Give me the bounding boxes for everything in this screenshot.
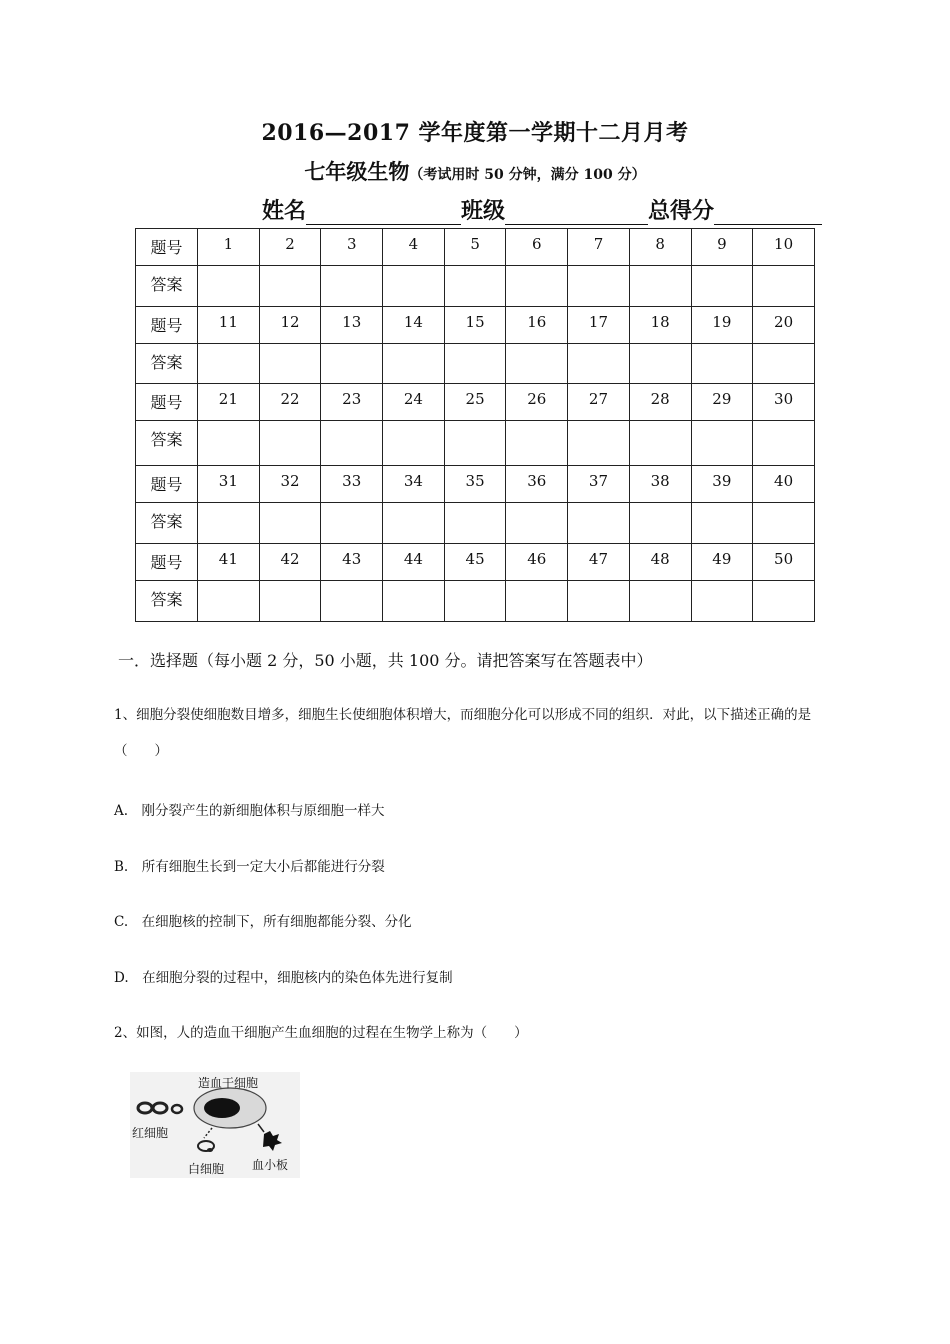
answer-cell[interactable]	[198, 581, 260, 622]
row-label-number: 题号	[136, 307, 198, 344]
answer-cell[interactable]	[259, 421, 321, 466]
row-label-number: 题号	[136, 466, 198, 503]
answer-cell[interactable]	[753, 344, 815, 384]
question-number-cell: 3	[321, 229, 383, 266]
name-label: 姓名	[262, 199, 307, 224]
answer-cell[interactable]	[383, 344, 445, 384]
question-number-cell: 19	[691, 307, 753, 344]
answer-cell[interactable]	[198, 503, 260, 544]
question-number-cell: 34	[383, 466, 445, 503]
question-number-row	[136, 384, 815, 421]
answer-cell[interactable]	[568, 421, 630, 466]
question-number-cell: 35	[444, 466, 506, 503]
answer-cell[interactable]	[321, 344, 383, 384]
answer-cell[interactable]	[383, 421, 445, 466]
white-cell-label: 白细胞	[188, 1162, 225, 1176]
question-number-cell: 29	[691, 384, 753, 421]
answer-cell[interactable]	[629, 581, 691, 622]
answer-cell[interactable]	[321, 266, 383, 307]
question-number-cell: 2	[259, 229, 321, 266]
answer-cell[interactable]	[321, 503, 383, 544]
question-number-cell: 44	[383, 544, 445, 581]
question-number-cell: 50	[753, 544, 815, 581]
answer-cell[interactable]	[629, 503, 691, 544]
question-number-row	[136, 544, 815, 581]
question-number-cell: 40	[753, 466, 815, 503]
answer-cell[interactable]	[259, 503, 321, 544]
question-number-cell: 24	[383, 384, 445, 421]
exam-info: （考试用时 50 分钟，满分 100 分）	[409, 167, 646, 183]
answer-cell[interactable]	[506, 503, 568, 544]
question-number-cell: 21	[198, 384, 260, 421]
red-cell-label: 红细胞	[132, 1126, 169, 1140]
student-info-line	[262, 194, 822, 225]
answer-cell[interactable]	[321, 421, 383, 466]
red-cell-shape	[153, 1103, 167, 1113]
question-number-cell: 28	[629, 384, 691, 421]
question-number-cell: 4	[383, 229, 445, 266]
answer-table-body	[136, 229, 815, 622]
question-number-row	[136, 466, 815, 503]
answer-cell[interactable]	[753, 503, 815, 544]
question-number-cell: 42	[259, 544, 321, 581]
question-number-cell: 13	[321, 307, 383, 344]
answer-cell[interactable]	[444, 421, 506, 466]
platelet-label: 血小板	[252, 1158, 289, 1172]
question-number-cell: 41	[198, 544, 260, 581]
question-number-cell: 38	[629, 466, 691, 503]
question-number-cell: 46	[506, 544, 568, 581]
question-number-cell: 7	[568, 229, 630, 266]
question-1-option-c: C. 在细胞核的控制下，所有细胞都能分裂、分化	[114, 914, 412, 930]
question-number-cell: 14	[383, 307, 445, 344]
question-number-cell: 23	[321, 384, 383, 421]
answer-cell[interactable]	[568, 266, 630, 307]
arrow-line	[258, 1124, 264, 1132]
answer-cell[interactable]	[444, 344, 506, 384]
question-1-stem: 1、细胞分裂使细胞数目增多，细胞生长使细胞体积增大，而细胞分化可以形成不同的组织．对此，以下描述正确的是（ ）	[114, 707, 812, 759]
answer-cell[interactable]	[506, 581, 568, 622]
answer-cell[interactable]	[629, 266, 691, 307]
answer-cell[interactable]	[259, 344, 321, 384]
question-number-cell: 18	[629, 307, 691, 344]
stem-cell-label: 造血干细胞	[198, 1076, 259, 1090]
question-number-cell: 17	[568, 307, 630, 344]
question-number-row	[136, 307, 815, 344]
row-label-number: 题号	[136, 544, 198, 581]
question-1-option-d: D. 在细胞分裂的过程中，细胞核内的染色体先进行复制	[114, 970, 453, 986]
answer-cell[interactable]	[506, 266, 568, 307]
answer-cell[interactable]	[753, 266, 815, 307]
answer-cell[interactable]	[198, 266, 260, 307]
row-label-answer: 答案	[136, 266, 198, 307]
row-label-answer: 答案	[136, 503, 198, 544]
answer-cell[interactable]	[629, 344, 691, 384]
question-number-cell: 31	[198, 466, 260, 503]
row-label-answer: 答案	[136, 344, 198, 384]
answer-cell[interactable]	[691, 421, 753, 466]
question-number-cell: 8	[629, 229, 691, 266]
answer-cell[interactable]	[198, 421, 260, 466]
question-number-cell: 15	[444, 307, 506, 344]
answer-cell[interactable]	[753, 581, 815, 622]
question-number-cell: 25	[444, 384, 506, 421]
answer-cell[interactable]	[444, 503, 506, 544]
score-label: 总得分	[648, 199, 715, 224]
red-cell-shape	[172, 1105, 182, 1113]
answer-cell[interactable]	[691, 266, 753, 307]
class-label: 班级	[461, 199, 506, 224]
question-number-cell: 47	[568, 544, 630, 581]
question-number-cell: 48	[629, 544, 691, 581]
question-number-cell: 49	[691, 544, 753, 581]
row-label-answer: 答案	[136, 421, 198, 466]
row-label-number: 题号	[136, 229, 198, 266]
answer-cell[interactable]	[691, 344, 753, 384]
class-blank[interactable]	[505, 200, 648, 225]
platelet-shape	[263, 1131, 282, 1151]
answer-row	[136, 344, 815, 384]
subject-label: 七年级生物	[304, 159, 410, 184]
exam-subtitle	[0, 156, 950, 186]
question-number-cell: 1	[198, 229, 260, 266]
answer-cell[interactable]	[629, 421, 691, 466]
question-number-cell: 39	[691, 466, 753, 503]
answer-row	[136, 266, 815, 307]
question-number-cell: 43	[321, 544, 383, 581]
answer-cell[interactable]	[568, 344, 630, 384]
answer-cell[interactable]	[259, 266, 321, 307]
answer-row	[136, 421, 815, 466]
question-number-cell: 10	[753, 229, 815, 266]
answer-row	[136, 581, 815, 622]
question-number-cell: 12	[259, 307, 321, 344]
question-number-cell: 37	[568, 466, 630, 503]
question-number-cell: 33	[321, 466, 383, 503]
question-number-cell: 20	[753, 307, 815, 344]
question-number-cell: 26	[506, 384, 568, 421]
question-number-cell: 30	[753, 384, 815, 421]
question-number-cell: 45	[444, 544, 506, 581]
name-blank[interactable]	[306, 200, 461, 225]
blood-cell-figure	[130, 1072, 300, 1178]
question-1-option-a: A. 刚分裂产生的新细胞体积与原细胞一样大	[114, 803, 385, 819]
question-number-cell: 22	[259, 384, 321, 421]
answer-row	[136, 503, 815, 544]
answer-cell[interactable]	[259, 581, 321, 622]
answer-cell[interactable]	[568, 503, 630, 544]
section-heading: 一．选择题（每小题 2 分，50 小题，共 100 分。请把答案写在答题表中）	[118, 651, 653, 670]
answer-cell[interactable]	[506, 344, 568, 384]
answer-cell[interactable]	[506, 421, 568, 466]
answer-cell[interactable]	[691, 581, 753, 622]
answer-cell[interactable]	[383, 503, 445, 544]
question-number-cell: 9	[691, 229, 753, 266]
answer-cell[interactable]	[444, 266, 506, 307]
question-number-cell: 5	[444, 229, 506, 266]
question-number-row	[136, 229, 815, 266]
white-cell-nucleus	[207, 1148, 213, 1152]
score-blank[interactable]	[714, 200, 822, 225]
answer-table	[135, 228, 815, 622]
answer-cell[interactable]	[321, 581, 383, 622]
row-label-number: 题号	[136, 384, 198, 421]
stem-cell-nucleus	[204, 1098, 240, 1118]
question-number-cell: 16	[506, 307, 568, 344]
question-1-option-b: B. 所有细胞生长到一定大小后都能进行分裂	[114, 859, 385, 875]
exam-title: 2016—2017 学年度第一学期十二月月考	[261, 120, 689, 146]
arrow-line	[204, 1128, 212, 1138]
answer-cell[interactable]	[753, 421, 815, 466]
question-number-cell: 6	[506, 229, 568, 266]
question-number-cell: 32	[259, 466, 321, 503]
answer-cell[interactable]	[383, 581, 445, 622]
question-2-stem: 2、如图，人的造血干细胞产生血细胞的过程在生物学上称为（ ）	[114, 1025, 528, 1041]
red-cell-shape	[138, 1103, 152, 1113]
answer-cell[interactable]	[383, 266, 445, 307]
answer-cell[interactable]	[444, 581, 506, 622]
row-label-answer: 答案	[136, 581, 198, 622]
question-number-cell: 11	[198, 307, 260, 344]
question-number-cell: 27	[568, 384, 630, 421]
question-number-cell: 36	[506, 466, 568, 503]
answer-cell[interactable]	[568, 581, 630, 622]
answer-cell[interactable]	[198, 344, 260, 384]
answer-cell[interactable]	[691, 503, 753, 544]
